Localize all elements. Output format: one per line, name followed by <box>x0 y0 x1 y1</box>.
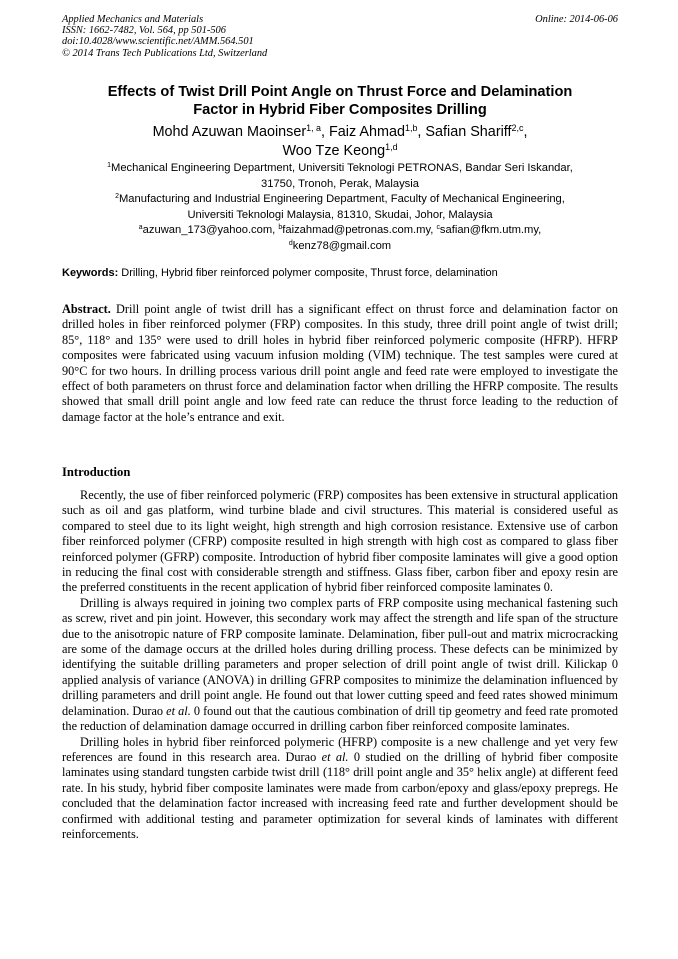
email-address: kenz78@gmail.com <box>292 239 392 252</box>
abstract <box>62 302 618 425</box>
journal-name: Applied Mechanics and Materials <box>62 14 204 25</box>
abstract-label: Abstract. <box>62 302 111 316</box>
abstract-text: Drill point angle of twist drill has a significant effect on thrust force and delamination factor on drilled holes in fiber reinforced polymer (FRP) composites. In this study, three drill point angle of twist drill; 85°, 118° and 135° were used to drill holes in hybrid fiber reinforced polymeric composite (HFRP). HFRP composites were fabricated using vacuum infusion molding (VIM) technique. The test samples were cured at 90°C for two hours. In drilling process various drill point angle and feed rate were employed to investigate the effect of both parameters on thrust force and delamination factor when drilling the HFRP composite. The results showed that small drill point angle and low feed rate can reduce the thrust force leading to the reduction of damage factor at the hole’s entrance and exit. <box>62 302 618 424</box>
keywords <box>62 266 618 280</box>
affiliation-marker: 2 <box>115 193 119 201</box>
email-line <box>62 223 618 239</box>
title-line-1: Effects of Twist Drill Point Angle on Thrust Force and Delamination <box>107 84 573 100</box>
author-superscript: 1,d <box>385 141 398 152</box>
affiliation-1-cont: 31750, Tronoh, Perak, Malaysia <box>261 177 419 190</box>
affiliation-text: Mechanical Engineering Department, Universiti Teknologi PETRONAS, Bandar Seri Iskandar, <box>111 162 573 174</box>
author-list: Mohd Azuwan Maoinser$^{1, a}$, Faiz Ahmad$^{1,b}$, Safian Shariff$^{2,c}$, Woo Tze Keong$^{1,d}$ <box>152 123 528 159</box>
affiliation-2 <box>62 192 618 208</box>
keywords-label: Keywords: <box>62 267 119 279</box>
title-line-2: Factor in Hybrid Fiber Composites Drilling <box>193 102 487 118</box>
paragraph-text: Drilling is always required in joining two complex parts of FRP composite using mechanical fastening such as screw, rivet and pin joint. However, this secondary work may affect the strength and life span of the structure due to the anisotropic nature of FRP composite laminate. Delamination, fiber pull-out and matrix microcracking are some of the damage occurs at the drilled holes during drilling process. These defects can be minimized by identifying the suitable drilling parameters and proper selection of drill point angle of twist drill. Kilickap 0 applied analysis of variance (ANOVA) in drilling GFRP composites to minimize the delamination influenced by drilling parameters and drill point angle. He found out that lower cutting speed and feed rates showed minimum delamination. Durao <box>62 595 618 718</box>
email-address: faizahmad@petronas.com.my, <box>282 224 437 237</box>
author-name: Woo Tze Keong <box>282 142 386 159</box>
paragraph-text: 0 studied on the drilling of hybrid fiber composite laminates using standard tungsten carbide twist drill (118° drill point angle and 35° helix angle) at different feed rate. In his study, hybrid fiber composite laminates were made from carbon/epoxy and glass/epoxy prepregs. He concluded that the delamination factor increased with increasing feed rate and further development should be confirmed with additional testing and parameter optimization for several kinds of laminates with different reinforcements. <box>62 749 618 841</box>
keywords-text: Drilling, Hybrid fiber reinforced polymer composite, Thrust force, delamination <box>118 267 498 279</box>
introduction-body <box>62 488 618 842</box>
email-marker: b <box>278 224 283 232</box>
paragraph-text: Drilling holes in hybrid fiber reinforced polymeric (HFRP) composite is a new challenge and yet very few references are found in this research area. Durao <box>62 734 618 764</box>
paragraph <box>62 596 618 735</box>
email-line <box>62 239 618 255</box>
online-date: Online: 2014-06-06 <box>535 14 618 25</box>
paragraph <box>62 735 618 843</box>
copyright-line: © 2014 Trans Tech Publications Ltd, Switzerland <box>62 47 268 59</box>
affiliation-marker: 1 <box>107 162 112 170</box>
email-marker: a <box>138 224 143 232</box>
affiliation-1 <box>62 161 618 177</box>
author-name: Mohd Azuwan Maoinser <box>152 124 307 140</box>
author-superscript: 1,b <box>405 123 418 134</box>
paragraph-text: 0 found out that the cautious combination of drill tip geometry and feed rate promoted the reduction of delamination damage occurred in drilling carbon fiber reinforced composite laminates. <box>62 703 619 734</box>
journal-header <box>62 14 618 59</box>
email-marker: d <box>288 240 293 248</box>
section-heading: Introduction <box>62 465 131 479</box>
affiliation-2-cont: Universiti Teknologi Malaysia, 81310, Skudai, Johor, Malaysia <box>187 208 493 221</box>
doi-line: doi:10.4028/www.scientific.net/AMM.564.501 <box>62 36 254 48</box>
affiliation-text: Manufacturing and Industrial Engineering Department, Faculty of Mechanical Engineering, <box>118 193 565 206</box>
issn-line: ISSN: 1662-7482, Vol. 564, pp 501-506 <box>62 25 226 37</box>
paragraph-italic: et al. <box>321 749 349 764</box>
author-superscript: 1, a <box>306 123 322 134</box>
author-name: Safian Shariff <box>425 124 512 140</box>
affiliations <box>62 161 618 255</box>
paper-title <box>62 83 618 119</box>
author-superscript: 2,c <box>511 123 524 134</box>
author-name: Faiz Ahmad <box>329 124 406 140</box>
email-address: safian@fkm.utm.my, <box>439 224 542 237</box>
email-address: azuwan_173@yahoo.com, <box>142 224 279 237</box>
paragraph-italic: et al. <box>166 703 191 718</box>
email-marker: c <box>436 224 440 232</box>
paragraph: Recently, the use of fiber reinforced polymeric (FRP) composites has been extensive in structural application such as oil and gas platform, wind turbine blade and civil structures. This material is considered useful as compared to steel due to its light weight, high strength and high corrosion resistance. Extensive use of carbon fiber reinforced polymer (CFRP) composite resulted in high strength with high cost as compared to glass fiber reinforced polymer (GFRP) composite. Introduction of hybrid fiber composite laminates will give a good option in reducing the final cost with considerable strength and stiffness. Glass fiber, carbon fiber and epoxy resin are the preferred constituents in the recent application of hybrid fiber reinforced composite laminates 0. <box>62 488 618 595</box>
